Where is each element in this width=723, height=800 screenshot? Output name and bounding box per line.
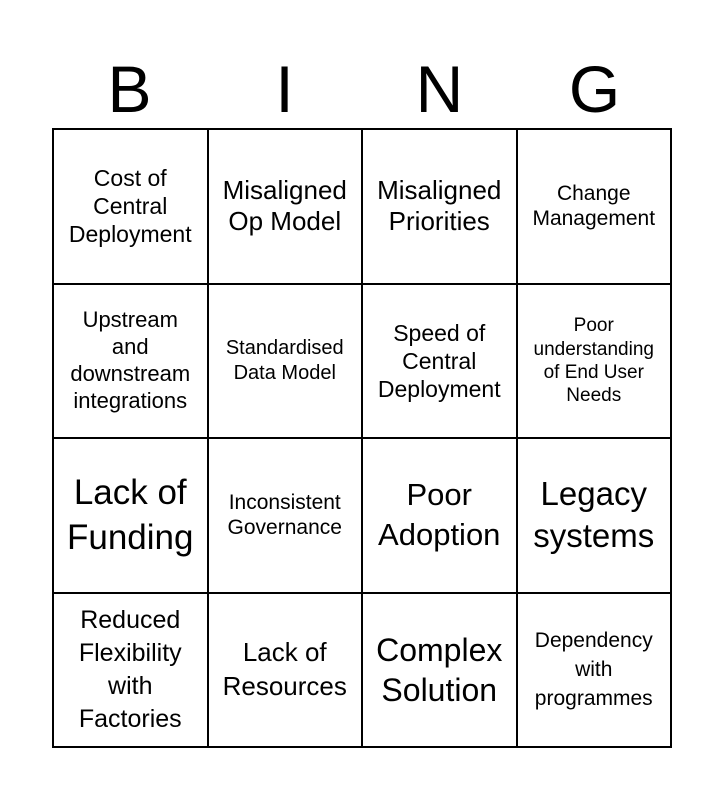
cell-label: Speed of Central Deployment	[377, 319, 501, 402]
bingo-cell[interactable]	[209, 439, 364, 594]
cell-label: Lack of Resources	[222, 637, 347, 701]
bingo-board	[52, 128, 672, 748]
cell-label: Cost of Central Deployment	[68, 165, 192, 248]
cell-label: Inconsistent Governance	[227, 490, 342, 540]
bingo-cell[interactable]	[363, 594, 518, 749]
cell-label: Poor Adoption	[378, 476, 501, 553]
cell-label: Upstream and downstream integrations	[70, 307, 191, 413]
cell-label: Poor understanding of End User Needs	[533, 315, 654, 406]
bingo-header	[52, 50, 672, 128]
bingo-cell[interactable]	[518, 130, 673, 285]
header-letter-g: G	[568, 52, 621, 126]
bingo-cell[interactable]	[54, 439, 209, 594]
bingo-cell[interactable]	[363, 439, 518, 594]
bingo-cell[interactable]	[518, 285, 673, 440]
cell-label: Complex Solution	[376, 631, 503, 708]
bingo-cell[interactable]	[363, 130, 518, 285]
cell-label: Standardised Data Model	[225, 337, 344, 384]
cell-label: Dependency with programmes	[534, 628, 653, 711]
bingo-cell[interactable]	[518, 439, 673, 594]
bingo-cell[interactable]	[209, 130, 364, 285]
bingo-cell[interactable]	[54, 285, 209, 440]
cell-label: Legacy systems	[533, 475, 655, 555]
bingo-cell[interactable]	[209, 594, 364, 749]
header-letter-i: I	[275, 52, 294, 126]
bingo-cell[interactable]	[363, 285, 518, 440]
bingo-cell[interactable]	[209, 285, 364, 440]
cell-label: Misaligned Op Model	[222, 174, 347, 237]
cell-label: Change Management	[532, 181, 656, 231]
cell-label: Reduced Flexibility with Factories	[78, 605, 182, 733]
header-letter-b: B	[107, 52, 152, 126]
cell-label: Lack of Funding	[67, 472, 194, 558]
bingo-cell[interactable]	[518, 594, 673, 749]
bingo-cell[interactable]	[54, 130, 209, 285]
cell-label: Misaligned Priorities	[377, 174, 502, 237]
bingo-cell[interactable]	[54, 594, 209, 749]
header-letter-n: N	[415, 52, 464, 126]
